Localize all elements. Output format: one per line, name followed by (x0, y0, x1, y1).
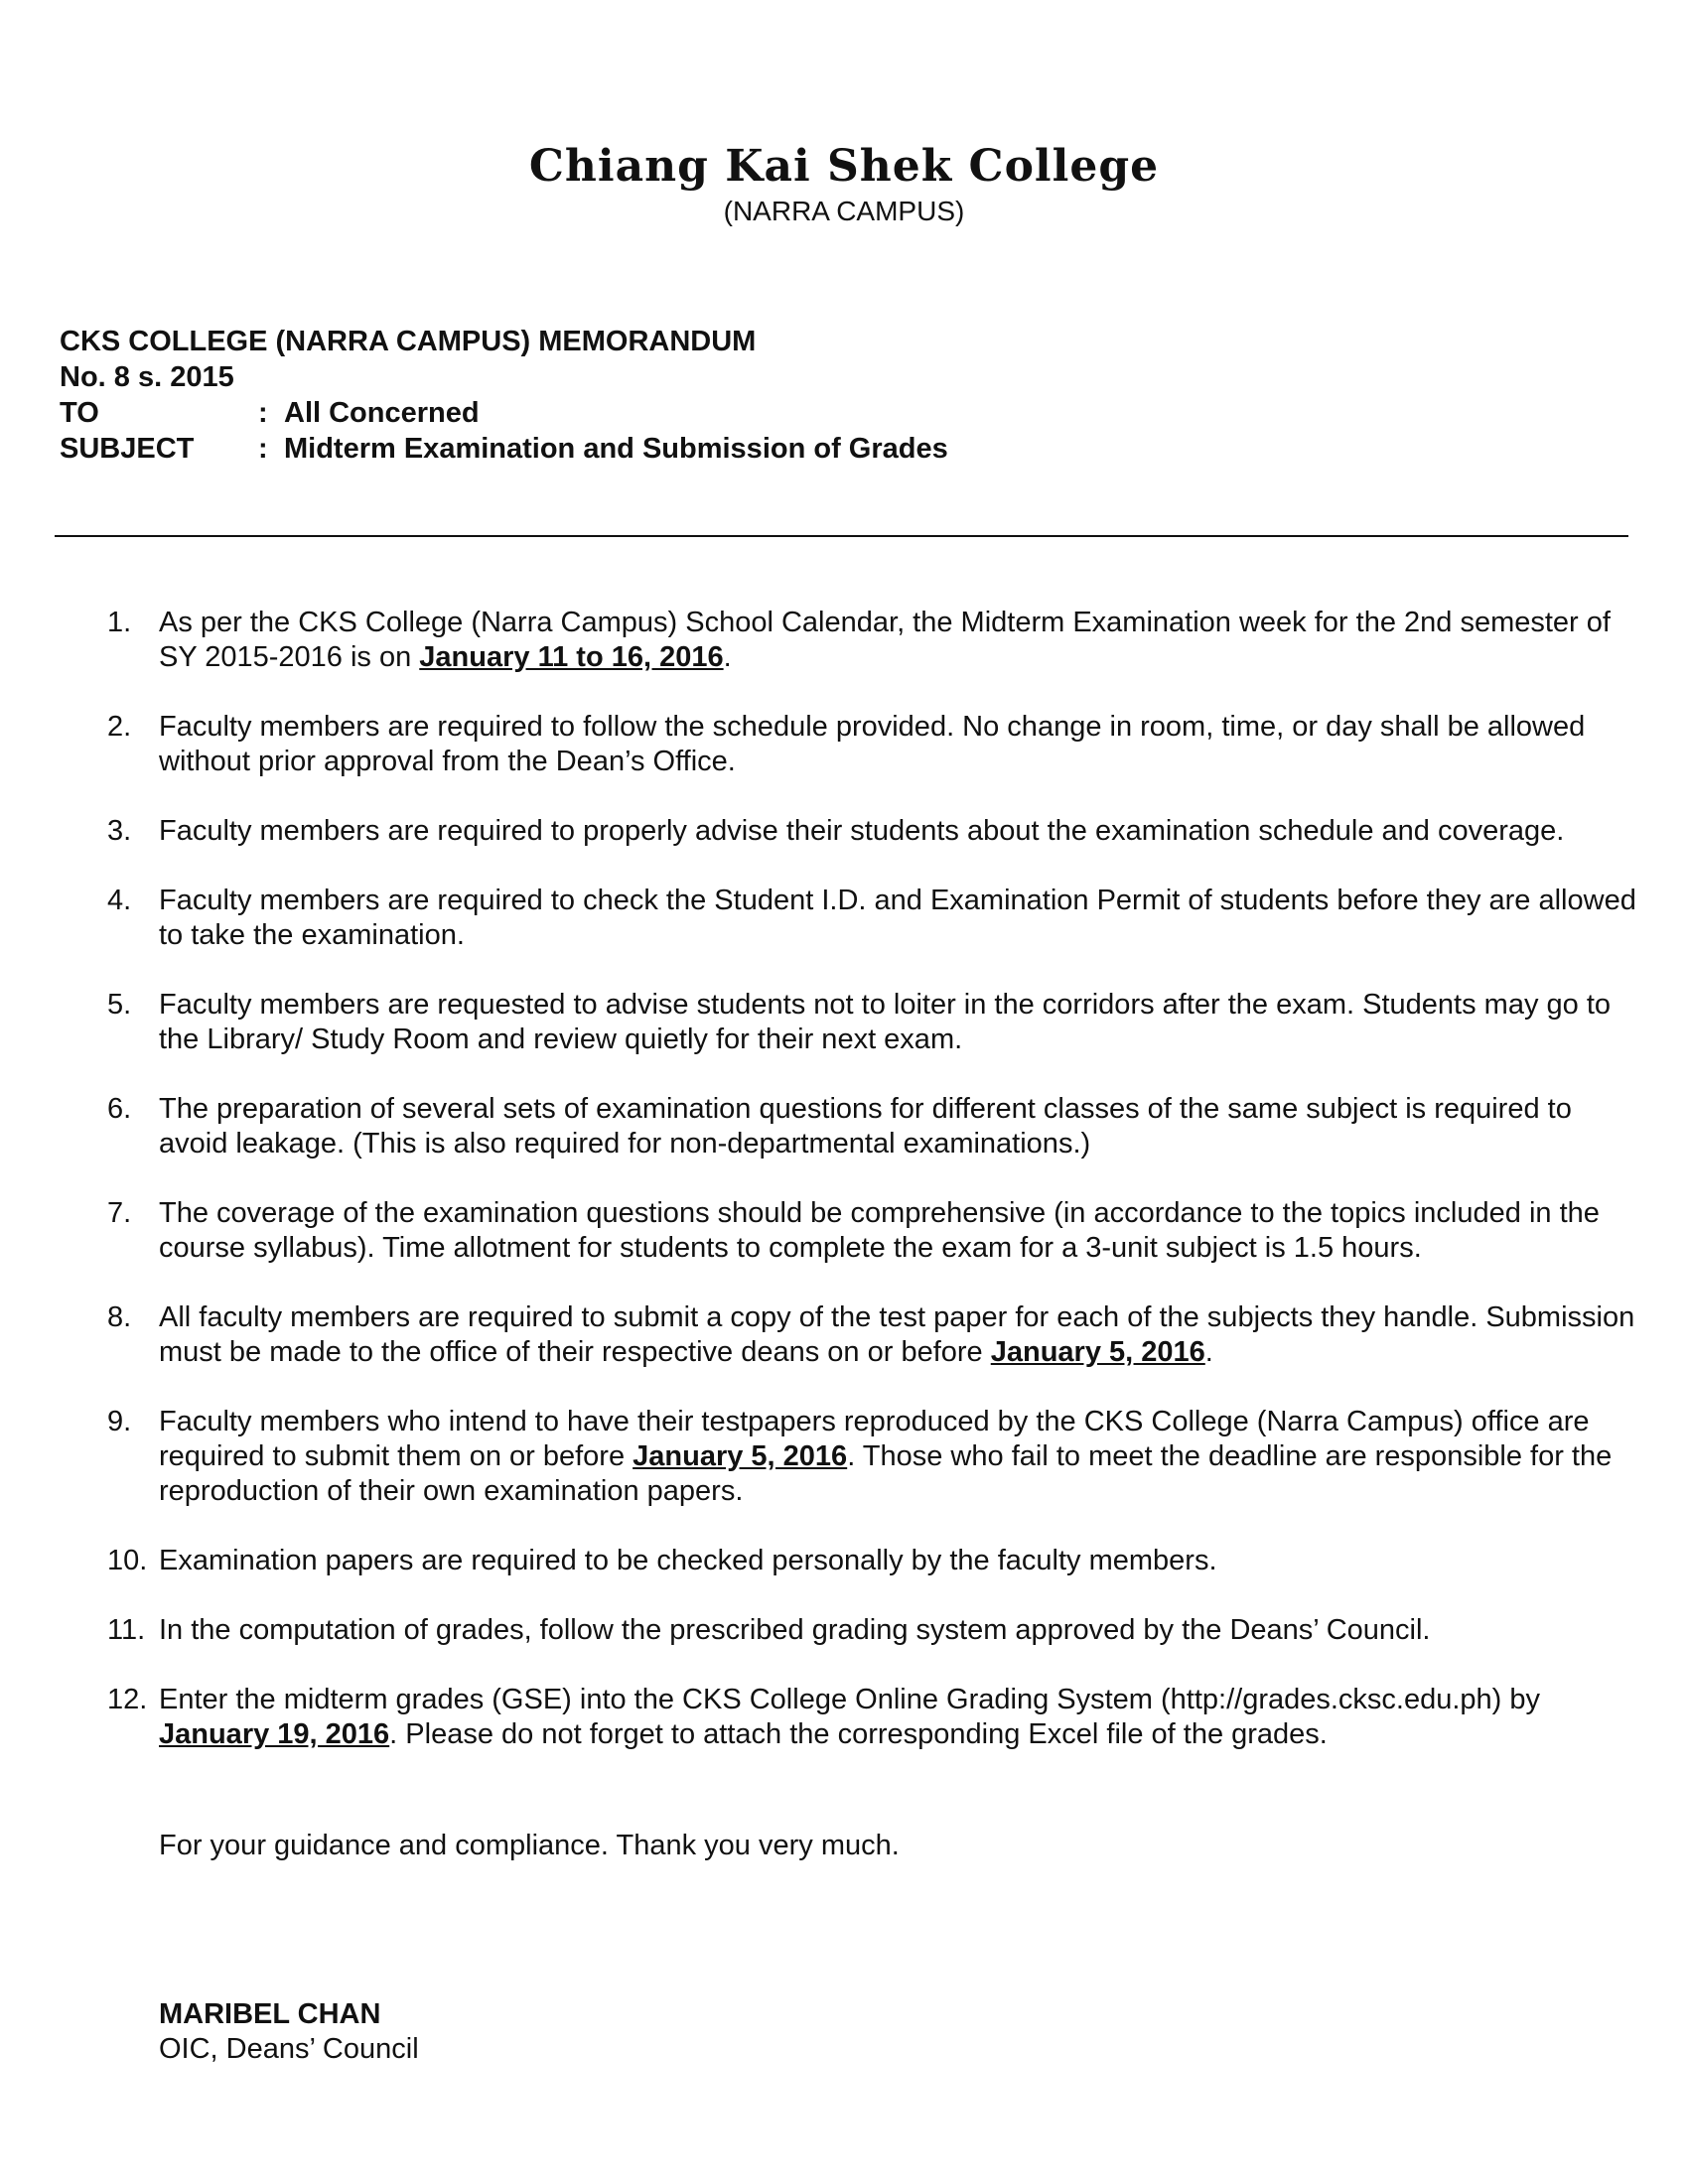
item-text: Faculty members are required to check the Student I.D. and Examination Permit of students before they are allowed to take the examination. (159, 885, 1636, 951)
campus-name: (NARRA CAMPUS) (723, 196, 965, 226)
item-number: 6. (107, 1093, 132, 1125)
closing-remark: For your guidance and compliance. Thank you very much. (159, 1830, 900, 1861)
header-divider (55, 535, 1628, 537)
memo-to-value: All Concerned (284, 397, 480, 429)
item-number: 10. (107, 1545, 148, 1576)
list-item (107, 884, 1636, 953)
memo-to-row (60, 395, 948, 431)
item-number: 2. (107, 711, 132, 743)
item-deadline: January 5, 2016 (633, 1440, 848, 1472)
item-deadline: January 5, 2016 (990, 1336, 1205, 1368)
memo-subject-value: Midterm Examination and Submission of Grades (284, 433, 948, 465)
item-text: Faculty members are required to properly advise their students about the examination schedule and coverage. (159, 815, 1565, 847)
item-text: Faculty members are requested to advise students not to loiter in the corridors after the exam. Students may go to the Library/ Study Room and review quietly for their next exam. (159, 989, 1612, 1055)
item-number: 5. (107, 989, 132, 1021)
list-item (107, 1405, 1636, 1509)
list-item (107, 710, 1636, 779)
memo-subject-row (60, 431, 948, 467)
memo-to-colon: : (258, 397, 268, 429)
item-text-part: . (1204, 1336, 1213, 1368)
list-item (107, 988, 1636, 1057)
item-text (159, 1405, 1636, 1509)
list-item (107, 1092, 1636, 1161)
item-text-part: Faculty members who intend to have their testpapers reproduced by the CKS College (Narra Campus) office are required to submit them on or before (159, 1406, 1590, 1472)
item-text: In the computation of grades, follow the prescribed grading system approved by the Deans’ Council. (159, 1614, 1431, 1646)
list-item (107, 814, 1636, 849)
item-deadline: January 19, 2016 (159, 1718, 390, 1750)
list-item (107, 1613, 1636, 1648)
item-text-part: . (723, 641, 732, 673)
item-text: Faculty members are required to follow the schedule provided. No change in room, time, or day shall be allowed without prior approval from the Dean’s Office. (159, 711, 1586, 777)
memo-subject-label: SUBJECT (60, 433, 195, 465)
item-text-part: Enter the midterm grades (GSE) into the CKS College Online Grading System (http://grades.cksc.edu.ph) by (159, 1684, 1541, 1715)
signatory-name: MARIBEL CHAN (159, 1998, 381, 2030)
item-text-part: . Please do not forget to attach the corresponding Excel file of the grades. (389, 1718, 1328, 1750)
item-number: 8. (107, 1301, 132, 1333)
item-text-part: All faculty members are required to submit a copy of the test paper for each of the subjects they handle. Submission must be made to the office of their respective deans on or before (159, 1301, 1635, 1368)
item-number: 11. (107, 1614, 146, 1646)
signature-block (159, 1997, 419, 2067)
item-text (159, 606, 1636, 675)
letterhead (0, 139, 1688, 228)
item-deadline: January 11 to 16, 2016 (419, 641, 724, 673)
item-text (159, 1300, 1636, 1370)
item-text: The preparation of several sets of examination questions for different classes of the same subject is required to avoid leakage. (This is also required for non-departmental examinations.) (159, 1093, 1572, 1160)
list-item (107, 606, 1636, 675)
item-text-part: . Those who fail to meet the deadline are responsible for the reproduction of their own examination papers. (159, 1440, 1613, 1507)
list-item (107, 1683, 1636, 1752)
item-text: The coverage of the examination questions should be comprehensive (in accordance to the topics included in the course syllabus). Time allotment for students to complete the exam for a 3-unit subject is 1.5 hours. (159, 1197, 1600, 1264)
signatory-title: OIC, Deans’ Council (159, 2033, 419, 2065)
memo-header (60, 324, 948, 467)
item-number: 9. (107, 1406, 132, 1437)
item-number: 4. (107, 885, 132, 916)
memo-title: CKS COLLEGE (NARRA CAMPUS) MEMORANDUM (60, 326, 757, 357)
item-text: Examination papers are required to be checked personally by the faculty members. (159, 1545, 1217, 1576)
item-number: 1. (107, 607, 132, 638)
item-text (159, 1683, 1636, 1752)
memo-items-list (107, 606, 1636, 1787)
memo-subject-colon: : (258, 433, 268, 465)
item-text-part: As per the CKS College (Narra Campus) School Calendar, the Midterm Examination week for the 2nd semester of SY 2015-2016 is on (159, 607, 1611, 673)
college-name: Chiang Kai Shek College (528, 141, 1160, 192)
memo-number: No. 8 s. 2015 (60, 361, 234, 393)
memo-to-label: TO (60, 397, 99, 429)
list-item (107, 1300, 1636, 1370)
list-item (107, 1196, 1636, 1266)
item-number: 12. (107, 1684, 148, 1715)
item-number: 7. (107, 1197, 132, 1229)
item-number: 3. (107, 815, 132, 847)
list-item (107, 1544, 1636, 1578)
